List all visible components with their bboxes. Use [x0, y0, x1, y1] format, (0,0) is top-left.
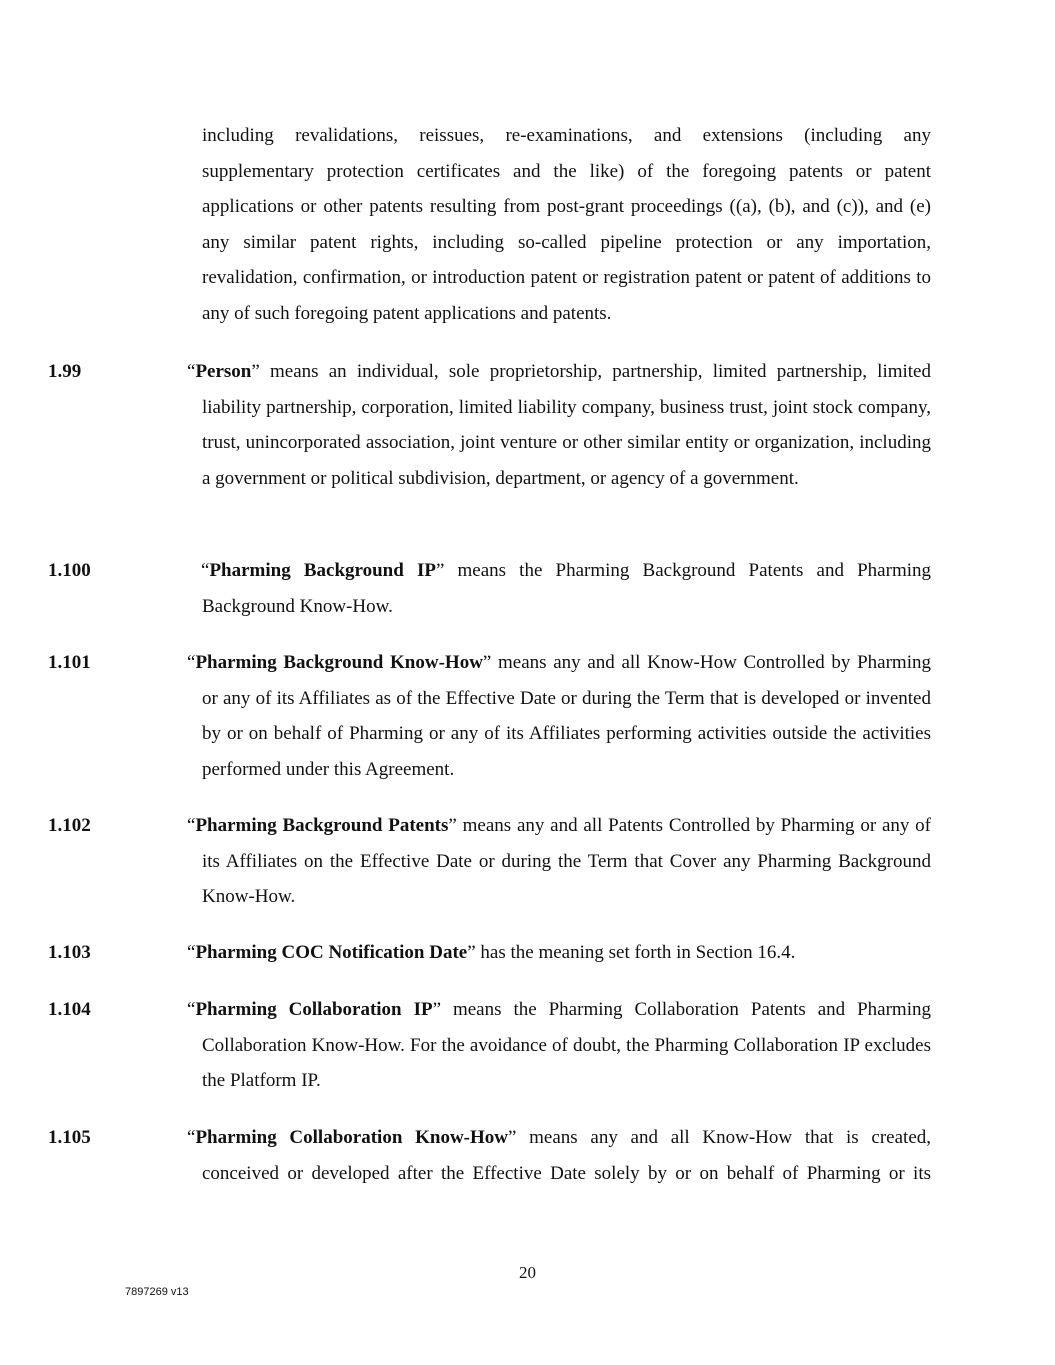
open-quote: “	[187, 942, 196, 963]
defined-term: Pharming Background IP	[209, 560, 436, 581]
definition-1-105	[48, 1120, 932, 1191]
continuation-paragraph: including revalidations, reissues, re-examinations, and extensions (including any supplementary protection certificates and the like) of the foregoing patents or patent applications or other patents resulting from post-grant proceedings ((a), (b), and (c)), and (e) any similar patent rights, including so-called pipeline protection or any importation, revalidation, confirmation, or introduction patent or registration patent or patent of additions to any of such foregoing patent applications and patents.	[202, 125, 931, 324]
page-number: 20	[519, 1263, 536, 1282]
defined-term: Pharming Background Patents	[195, 815, 449, 836]
definition-1-102	[48, 808, 931, 915]
open-quote: “	[187, 815, 196, 836]
definition-1-101	[48, 645, 931, 787]
section-number: 1.103	[48, 942, 91, 963]
definition-1-100	[48, 553, 932, 624]
definition-text: ” means any and all Patents Controlled by Pharming or any of its Affiliates on the Effective Date or during the Term that Cover any Pharming Background Know-How.	[202, 815, 931, 908]
defined-term: Pharming COC Notification Date	[195, 942, 468, 963]
definition-text: ” means an individual, sole proprietorship, partnership, limited partnership, limited liability partnership, corporation, limited liability company, business trust, joint stock company, trust, unincorporated association, joint venture or other similar entity or organization, including a government or political subdivision, department, or agency of a government.	[202, 361, 931, 489]
section-number: 1.100	[48, 560, 91, 581]
section-number: 1.101	[48, 652, 91, 673]
section-number: 1.99	[48, 361, 82, 382]
section-number: 1.105	[48, 1127, 91, 1148]
definition-text: ” has the meaning set forth in Section 16.4.	[467, 942, 796, 963]
open-quote: “	[201, 560, 210, 581]
open-quote: “	[187, 361, 196, 382]
defined-term: Pharming Background Know-How	[195, 652, 483, 673]
document-id: 7897269 v13	[125, 1286, 189, 1298]
open-quote: “	[187, 652, 196, 673]
definition-1-103	[48, 935, 931, 971]
section-number: 1.104	[48, 999, 91, 1020]
definition-text: ” means any and all Know-How that is created, conceived or developed after the Effective Date solely by or on behalf of Pharming or its	[202, 1127, 932, 1184]
definition-text: ” means any and all Know-How Controlled by Pharming or any of its Affiliates as of the Effective Date or during the Term that is developed or invented by or on behalf of Pharming or any of its Affiliates performing activities outside the activities performed under this Agreement.	[202, 652, 931, 780]
definition-text: ” means the Pharming Collaboration Patents and Pharming Collaboration Know-How. For the avoidance of doubt, the Pharming Collaboration IP excludes the Platform IP.	[202, 999, 931, 1092]
definition-text: ” means the Pharming Background Patents and Pharming Background Know-How.	[202, 560, 932, 617]
section-number: 1.102	[48, 815, 91, 836]
defined-term: Pharming Collaboration IP	[195, 999, 433, 1020]
definition-1-104	[48, 992, 931, 1099]
definition-1-99	[48, 354, 931, 496]
defined-term: Pharming Collaboration Know-How	[195, 1127, 508, 1148]
open-quote: “	[187, 999, 196, 1020]
open-quote: “	[187, 1127, 196, 1148]
defined-term: Person	[195, 361, 252, 382]
